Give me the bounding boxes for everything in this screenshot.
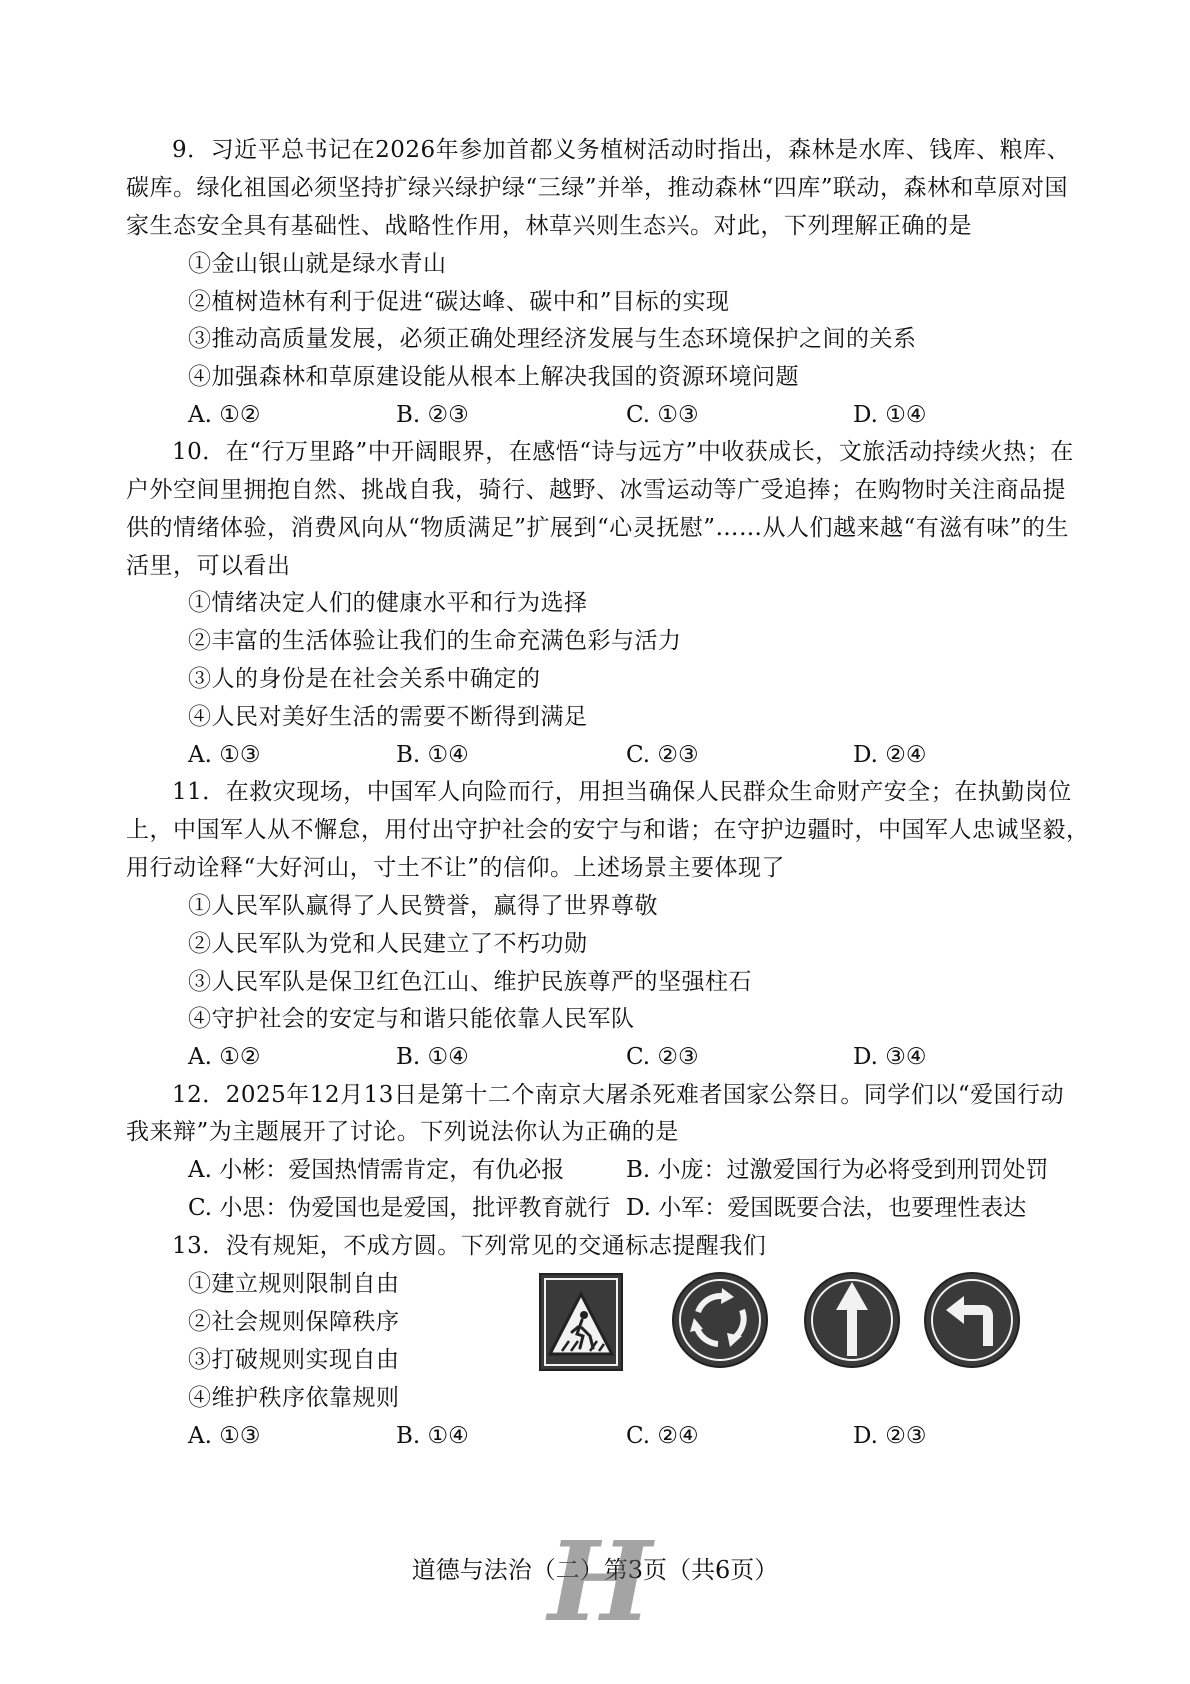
q11-item-3: ③人民军队是保卫红色江山、维护民族尊严的坚强柱石 — [188, 969, 752, 995]
q13-item-2: ②社会规则保障秩序 — [188, 1309, 400, 1335]
q13-item-3: ③打破规则实现自由 — [188, 1347, 400, 1373]
q10-stem-line-2: 户外空间里拥抱自然、挑战自我，骑行、越野、冰雪运动等广受追捧；在购物时关注商品提 — [126, 477, 1066, 503]
q12-option-c: C. 小思：伪爱国也是爱国，批评教育就行 — [188, 1195, 611, 1221]
roundabout-sign-icon — [670, 1270, 770, 1370]
q10-item-4: ④人民对美好生活的需要不断得到满足 — [188, 704, 588, 730]
q12-option-a: A. 小彬：爱国热情需肯定，有仇必报 — [188, 1157, 565, 1183]
q13-option-c: C. ②④ — [626, 1423, 699, 1449]
q10-option-d: D. ②④ — [853, 742, 927, 768]
q12-stem-line-1: 12．2025年12月13日是第十二个南京大屠杀死难者国家公祭日。同学们以“爱国行动 — [172, 1082, 1065, 1108]
q11-item-1: ①人民军队赢得了人民赞誉，赢得了世界尊敬 — [188, 893, 658, 919]
q11-stem-line-3: 用行动诠释“大好河山，寸土不让”的信仰。上述场景主要体现了 — [126, 855, 786, 881]
q13-stem-line-1: 13．没有规矩，不成方圆。下列常见的交通标志提醒我们 — [172, 1233, 767, 1259]
q9-option-a: A. ①② — [188, 402, 261, 428]
turn-left-sign-icon — [922, 1270, 1022, 1370]
q11-option-a: A. ①② — [188, 1044, 261, 1070]
q10-item-3: ③人的身份是在社会关系中确定的 — [188, 666, 541, 692]
q13-item-1: ①建立规则限制自由 — [188, 1271, 400, 1297]
q9-item-1: ①金山银山就是绿水青山 — [188, 251, 447, 277]
q9-option-c: C. ①③ — [626, 402, 699, 428]
q10-option-c: C. ②③ — [626, 742, 699, 768]
q10-option-b: B. ①④ — [396, 742, 469, 768]
q11-option-b: B. ①④ — [396, 1044, 469, 1070]
q9-stem-line-3: 家生态安全具有基础性、战略性作用，林草兴则生态兴。对此，下列理解正确的是 — [126, 213, 972, 239]
q10-item-1: ①情绪决定人们的健康水平和行为选择 — [188, 590, 588, 616]
q9-stem-line-1: 9．习近平总书记在2026年参加首都义务植树活动时指出，森林是水库、钱库、粮库、 — [172, 137, 1071, 163]
q13-option-b: B. ①④ — [396, 1423, 469, 1449]
q9-item-3: ③推动高质量发展，必须正确处理经济发展与生态环境保护之间的关系 — [188, 326, 917, 352]
q9-option-b: B. ②③ — [396, 402, 469, 428]
q9-item-2: ②植树造林有利于促进“碳达峰、碳中和”目标的实现 — [188, 289, 730, 315]
q11-item-4: ④守护社会的安定与和谐只能依靠人民军队 — [188, 1006, 635, 1032]
q10-stem-line-1: 10．在“行万里路”中开阔眼界，在感悟“诗与远方”中收获成长，文旅活动持续火热；在 — [172, 439, 1074, 465]
q11-option-c: C. ②③ — [626, 1044, 699, 1070]
q9-option-d: D. ①④ — [853, 402, 927, 428]
straight-ahead-sign-icon — [802, 1270, 902, 1370]
page-footer: 道德与法治（二）第3页（共6页） — [411, 1556, 779, 1584]
q13-option-d: D. ②③ — [853, 1423, 927, 1449]
q9-item-4: ④加强森林和草原建设能从根本上解决我国的资源环境问题 — [188, 364, 799, 390]
watermark-letter: H — [548, 1517, 652, 1646]
q11-stem-line-1: 11．在救灾现场，中国军人向险而行，用担当确保人民群众生命财产安全；在执勤岗位 — [172, 779, 1072, 805]
q11-option-d: D. ③④ — [853, 1044, 927, 1070]
q13-item-4: ④维护秩序依靠规则 — [188, 1385, 400, 1411]
q10-stem-line-3: 供的情绪体验，消费风向从“物质满足”扩展到“心灵抚慰”……从人们越来越“有滋有味”的生 — [126, 515, 1070, 541]
q9-stem-line-2: 碳库。绿化祖国必须坚持扩绿兴绿护绿“三绿”并举，推动森林“四库”联动，森林和草原对国 — [126, 175, 1069, 201]
q11-item-2: ②人民军队为党和人民建立了不朽功勋 — [188, 931, 588, 957]
pedestrian-crossing-sign-icon — [538, 1272, 624, 1372]
q10-option-a: A. ①③ — [188, 742, 261, 768]
q12-option-b: B. 小庞：过激爱国行为必将受到刑罚处罚 — [626, 1157, 1049, 1183]
q12-option-d: D. 小军：爱国既要合法，也要理性表达 — [626, 1195, 1027, 1221]
q12-stem-line-2: 我来辩”为主题展开了讨论。下列说法你认为正确的是 — [126, 1119, 679, 1145]
q10-item-2: ②丰富的生活体验让我们的生命充满色彩与活力 — [188, 628, 682, 654]
q13-option-a: A. ①③ — [188, 1423, 261, 1449]
q10-stem-line-4: 活里，可以看出 — [126, 553, 291, 579]
q11-stem-line-2: 上，中国军人从不懈怠，用付出守护社会的安宁与和谐；在守护边疆时，中国军人忠诚坚毅， — [126, 817, 1090, 843]
